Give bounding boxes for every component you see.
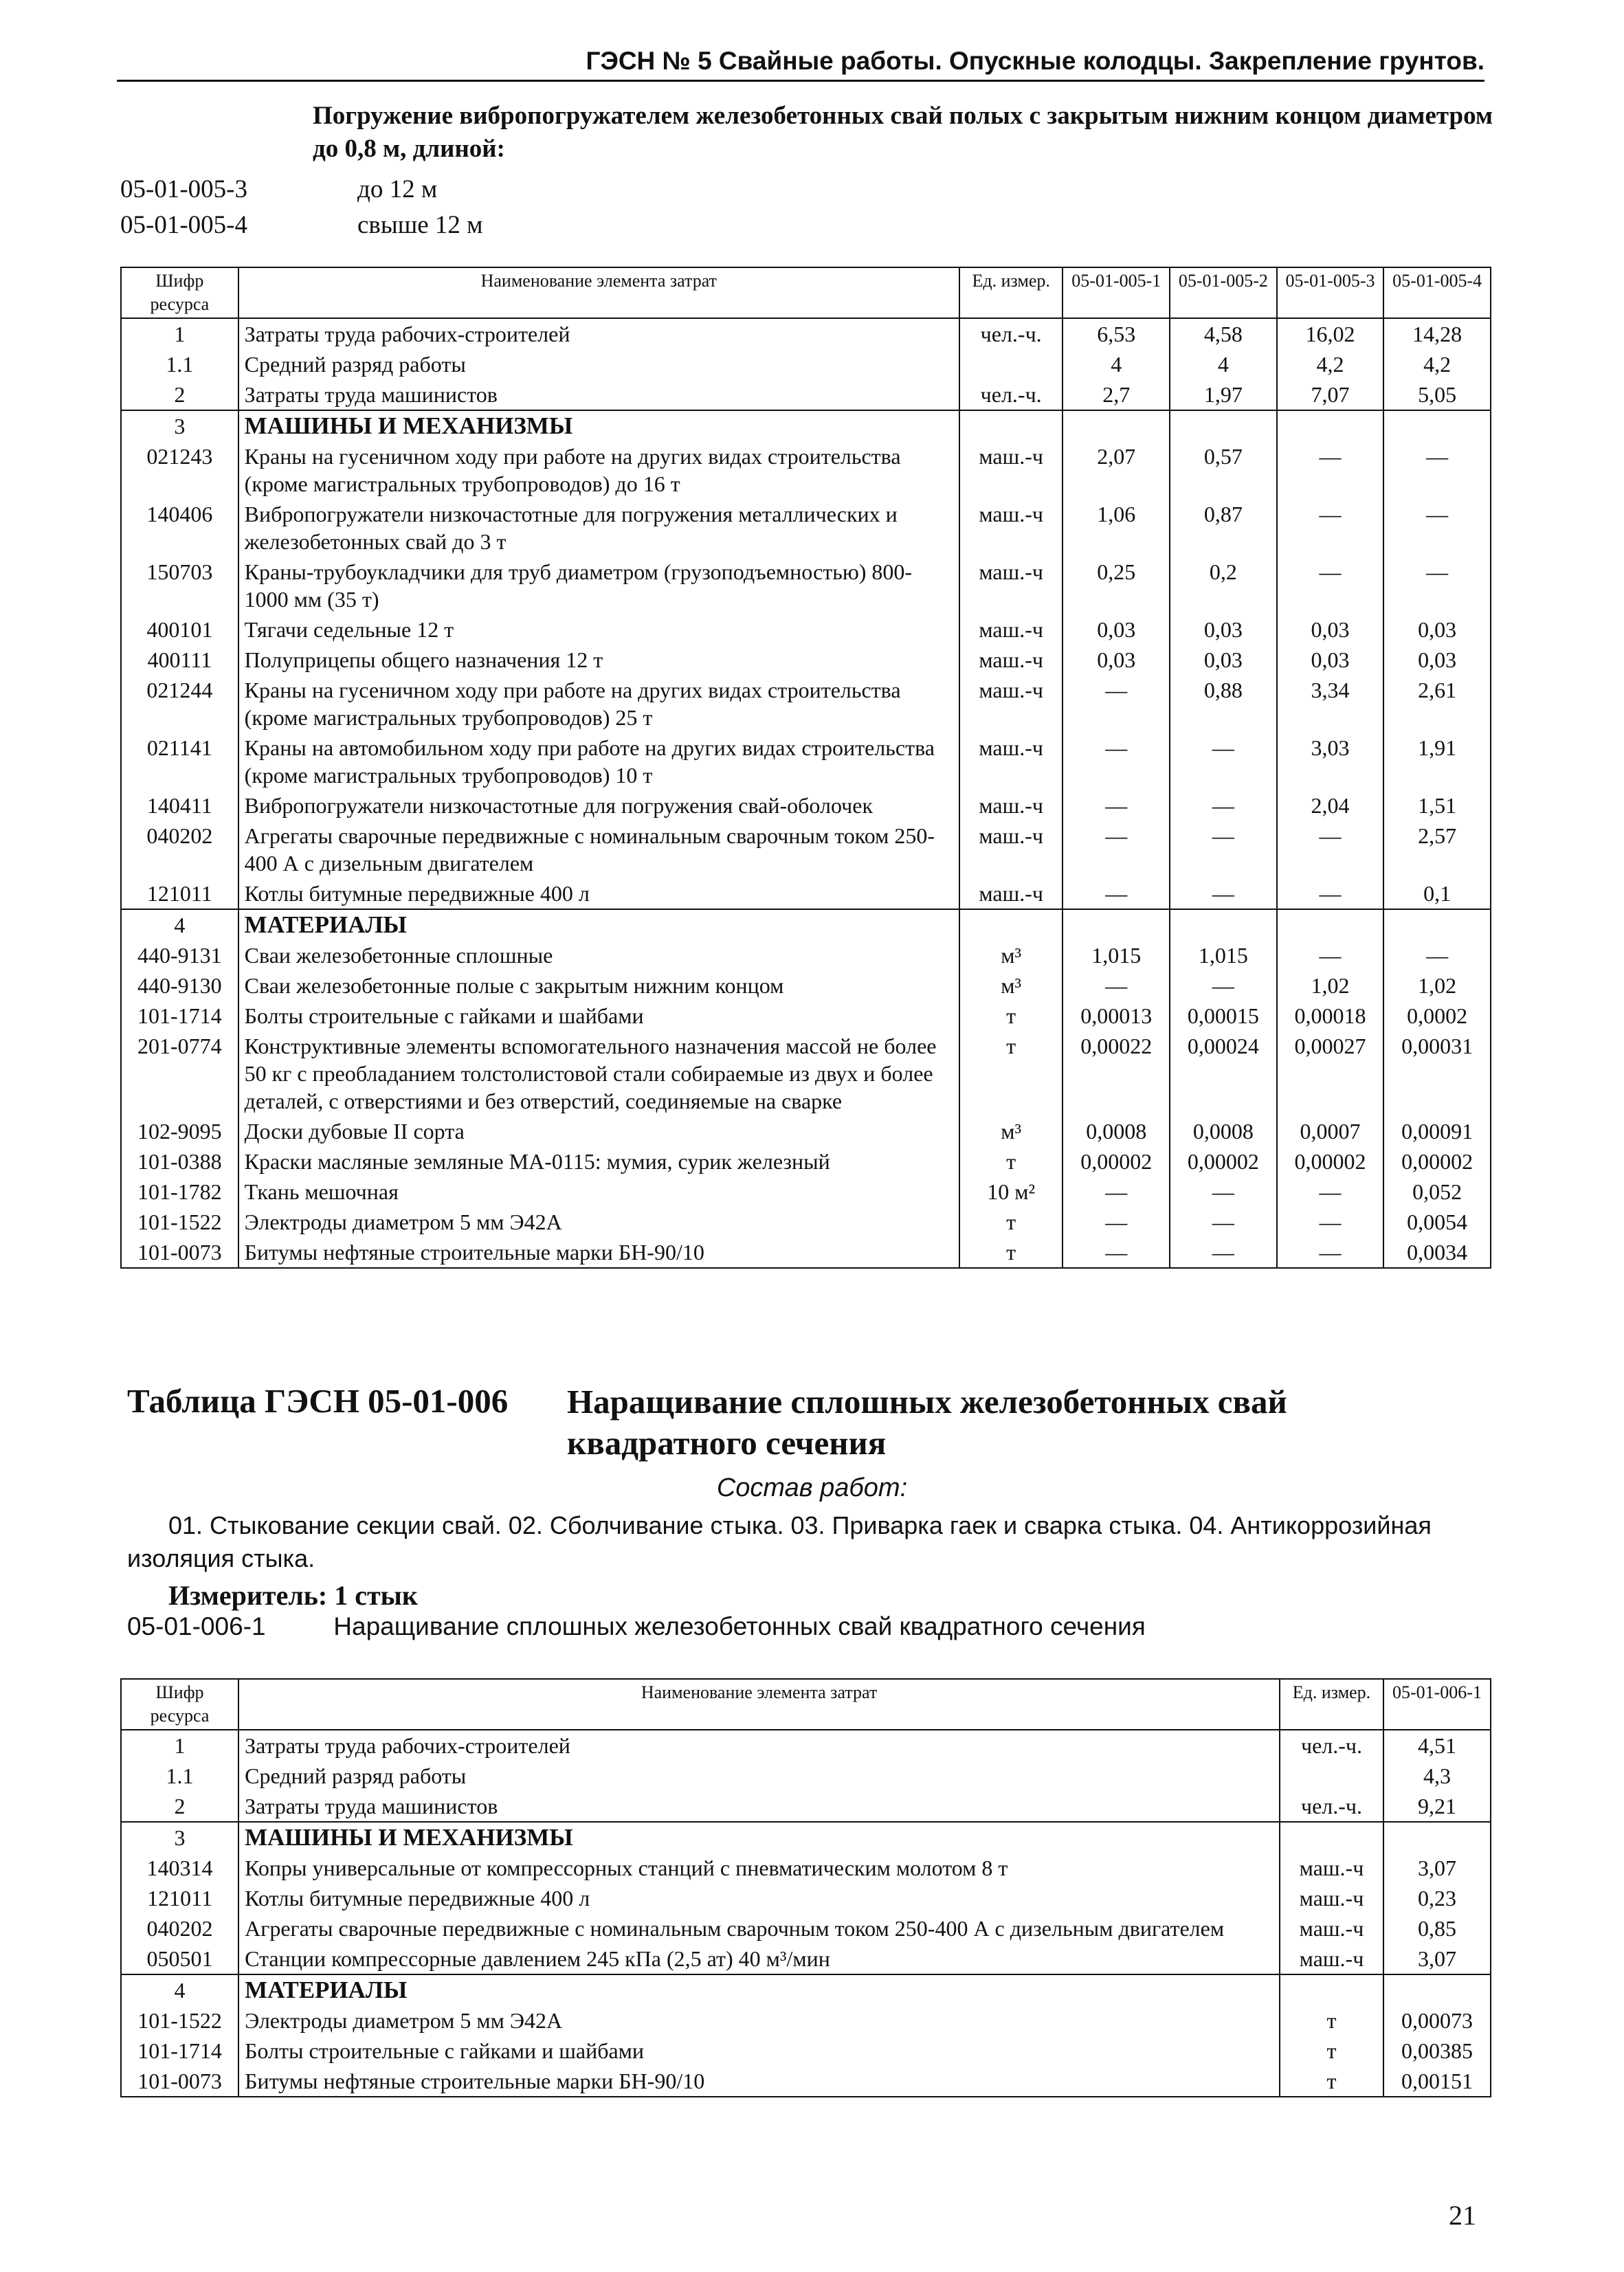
cell-code: 3 xyxy=(121,410,238,441)
cell-value: — xyxy=(1170,1237,1277,1268)
table-row xyxy=(121,318,1491,349)
cell-unit xyxy=(1280,1822,1383,1853)
cell-value: 2,7 xyxy=(1063,379,1170,410)
running-title: ГЭСН № 5 Свайные работы. Опускные колодцы. Закрепление грунтов. xyxy=(117,47,1484,82)
cell-value: 14,28 xyxy=(1383,318,1491,349)
cell-value: — xyxy=(1170,821,1277,878)
cell-code: 150703 xyxy=(121,557,238,614)
table-row xyxy=(121,499,1491,557)
cell-name: Затраты труда машинистов xyxy=(238,379,959,410)
cell-value: 3,34 xyxy=(1277,675,1384,733)
table-body xyxy=(121,318,1491,1268)
header-unit: Ед. измер. xyxy=(1280,1679,1383,1730)
cell-code: 4 xyxy=(121,1974,238,2005)
header-col: 05-01-005-4 xyxy=(1383,267,1491,318)
cell-unit: чел.-ч. xyxy=(959,379,1063,410)
cell-name: Сваи железобетонные сплошные xyxy=(238,940,959,970)
table-row xyxy=(121,970,1491,1001)
cell-code: 101-0388 xyxy=(121,1146,238,1177)
table-row xyxy=(121,645,1491,675)
cell-value: 0,00024 xyxy=(1170,1031,1277,1116)
cell-unit: чел.-ч. xyxy=(1280,1730,1383,1761)
cell-value: 0,03 xyxy=(1063,614,1170,645)
table-row xyxy=(121,1853,1491,1883)
cell-unit: т xyxy=(1280,2005,1383,2036)
cell-value: 0,03 xyxy=(1170,645,1277,675)
cell-value: — xyxy=(1277,441,1384,499)
cell-code: 050501 xyxy=(121,1944,238,1974)
cell-value: 2,57 xyxy=(1383,821,1491,878)
cell-name: Электроды диаметром 5 мм Э42А xyxy=(238,2005,1280,2036)
cell-code: 1.1 xyxy=(121,349,238,379)
cell-unit xyxy=(1280,1761,1383,1791)
cell-name: Вибропогружатели низкочастотные для погружения свай-оболочек xyxy=(238,790,959,821)
cell-name: Агрегаты сварочные передвижные с номинальным сварочным током 250-400 А с дизельным двигателем xyxy=(238,821,959,878)
cell-value: 0,03 xyxy=(1063,645,1170,675)
cell-value: 0,00015 xyxy=(1170,1001,1277,1031)
cell-name: Котлы битумные передвижные 400 л xyxy=(238,878,959,909)
cell-value: 0,00151 xyxy=(1383,2066,1491,2097)
cell-value: 4 xyxy=(1170,349,1277,379)
cell-unit: маш.-ч xyxy=(1280,1853,1383,1883)
cell-code: 201-0774 xyxy=(121,1031,238,1116)
cell-code: 140314 xyxy=(121,1853,238,1883)
cell-name: Краны-трубоукладчики для труб диаметром (грузоподъемностью) 800-1000 мм (35 т) xyxy=(238,557,959,614)
cell-unit: маш.-ч xyxy=(959,790,1063,821)
variant-row xyxy=(120,172,483,208)
cell-value: 0,052 xyxy=(1383,1177,1491,1207)
cell-value: — xyxy=(1277,1177,1384,1207)
cell-code: 121011 xyxy=(121,878,238,909)
table-row xyxy=(121,1761,1491,1791)
cell-value: 0,0008 xyxy=(1170,1116,1277,1146)
cell-value: 3,07 xyxy=(1383,1944,1491,1974)
cell-code: 140406 xyxy=(121,499,238,557)
cell-name: Доски дубовые II сорта xyxy=(238,1116,959,1146)
table-code: Таблица ГЭСН 05-01-006 xyxy=(127,1382,509,1420)
cell-name: МАТЕРИАЛЫ xyxy=(238,909,959,940)
cell-unit: маш.-ч xyxy=(959,733,1063,790)
cell-name: Затраты труда машинистов xyxy=(238,1791,1280,1822)
header-code: Шифр ресурса xyxy=(121,267,238,318)
cell-name: Краны на гусеничном ходу при работе на других видах строительства (кроме магистральных трубопроводов) до 16 т xyxy=(238,441,959,499)
cell-value: 0,25 xyxy=(1063,557,1170,614)
cell-value: 0,03 xyxy=(1277,645,1384,675)
intro-text: Погружение вибропогружателем железобетонных свай полых с закрытым нижним концом диаметром до 0,8 м, длиной: xyxy=(313,102,1493,163)
cell-value: 2,61 xyxy=(1383,675,1491,733)
cell-value: 0,03 xyxy=(1170,614,1277,645)
cell-unit: маш.-ч xyxy=(959,821,1063,878)
cell-unit: т xyxy=(1280,2036,1383,2066)
cell-name: Краски масляные земляные МА-0115: мумия, сурик железный xyxy=(238,1146,959,1177)
table-row xyxy=(121,1177,1491,1207)
cell-value: — xyxy=(1383,940,1491,970)
header-col: 05-01-005-1 xyxy=(1063,267,1170,318)
page-number: 21 xyxy=(1449,2200,1476,2231)
cell-code: 1 xyxy=(121,1730,238,1761)
cell-code: 4 xyxy=(121,909,238,940)
resource-table-005 xyxy=(120,267,1491,1269)
cell-value xyxy=(1383,909,1491,940)
cell-name: Сваи железобетонные полые с закрытым нижним концом xyxy=(238,970,959,1001)
cell-code: 101-1522 xyxy=(121,2005,238,2036)
cell-value: 0,0008 xyxy=(1063,1116,1170,1146)
cell-value: — xyxy=(1170,1177,1277,1207)
cell-value: — xyxy=(1063,878,1170,909)
cell-value: 0,1 xyxy=(1383,878,1491,909)
cell-unit: маш.-ч xyxy=(959,614,1063,645)
cell-name: Полуприцепы общего назначения 12 т xyxy=(238,645,959,675)
cell-name: Вибропогружатели низкочастотные для погружения металлических и железобетонных свай до 3 т xyxy=(238,499,959,557)
cell-value: — xyxy=(1277,878,1384,909)
cell-value: 2,04 xyxy=(1277,790,1384,821)
cell-name: Затраты труда рабочих-строителей xyxy=(238,318,959,349)
cell-value: 0,00022 xyxy=(1063,1031,1170,1116)
meter: Измеритель: 1 стык xyxy=(168,1580,418,1611)
variant-label: свыше 12 м xyxy=(357,211,483,239)
cell-unit: маш.-ч xyxy=(959,441,1063,499)
cell-unit: маш.-ч xyxy=(959,878,1063,909)
cell-value: 0,00002 xyxy=(1383,1146,1491,1177)
cell-code: 101-1782 xyxy=(121,1177,238,1207)
table-row xyxy=(121,2066,1491,2097)
cell-value: 0,03 xyxy=(1383,645,1491,675)
cell-unit: т xyxy=(1280,2066,1383,2097)
cell-value xyxy=(1383,1822,1491,1853)
cell-unit xyxy=(959,349,1063,379)
cell-name: Краны на автомобильном ходу при работе на других видах строительства (кроме магистральных трубопроводов) 10 т xyxy=(238,733,959,790)
table-row xyxy=(121,557,1491,614)
cell-value: — xyxy=(1277,940,1384,970)
table-row xyxy=(121,1730,1491,1761)
cell-name: Затраты труда рабочих-строителей xyxy=(238,1730,1280,1761)
cell-name: МАШИНЫ И МЕХАНИЗМЫ xyxy=(238,410,959,441)
cell-unit: 10 м² xyxy=(959,1177,1063,1207)
cell-code: 101-1714 xyxy=(121,1001,238,1031)
table-row xyxy=(121,379,1491,410)
cell-value: 6,53 xyxy=(1063,318,1170,349)
cell-code: 400101 xyxy=(121,614,238,645)
cell-unit: чел.-ч. xyxy=(959,318,1063,349)
cell-value: — xyxy=(1063,970,1170,1001)
table-body xyxy=(121,1730,1491,2097)
cell-code: 102-9095 xyxy=(121,1116,238,1146)
table-row xyxy=(121,1237,1491,1268)
table-row xyxy=(121,1031,1491,1116)
cell-code: 101-1522 xyxy=(121,1207,238,1237)
cell-value: 0,0007 xyxy=(1277,1116,1384,1146)
cell-value: 0,0034 xyxy=(1383,1237,1491,1268)
cell-value: 4,51 xyxy=(1383,1730,1491,1761)
cell-unit xyxy=(959,909,1063,940)
cell-code: 1.1 xyxy=(121,1761,238,1791)
cell-value: 1,97 xyxy=(1170,379,1277,410)
cell-code: 040202 xyxy=(121,1913,238,1944)
cell-code: 040202 xyxy=(121,821,238,878)
cell-unit: маш.-ч xyxy=(959,645,1063,675)
cell-code: 140411 xyxy=(121,790,238,821)
cell-unit: т xyxy=(959,1031,1063,1116)
table-row xyxy=(121,1913,1491,1944)
cell-value: — xyxy=(1277,557,1384,614)
cell-name: Краны на гусеничном ходу при работе на других видах строительства (кроме магистральных трубопроводов) 25 т xyxy=(238,675,959,733)
table-row xyxy=(121,1883,1491,1913)
cell-unit: м³ xyxy=(959,1116,1063,1146)
cell-name: Средний разряд работы xyxy=(238,1761,1280,1791)
table-row xyxy=(121,940,1491,970)
cell-code: 101-0073 xyxy=(121,2066,238,2097)
cell-unit: т xyxy=(959,1207,1063,1237)
cell-value: 4,2 xyxy=(1277,349,1384,379)
cell-value: — xyxy=(1063,675,1170,733)
cell-code: 1 xyxy=(121,318,238,349)
cell-name: Котлы битумные передвижные 400 л xyxy=(238,1883,1280,1913)
header-col: 05-01-005-2 xyxy=(1170,267,1277,318)
cell-value: 1,015 xyxy=(1063,940,1170,970)
cell-code: 400111 xyxy=(121,645,238,675)
cell-value: — xyxy=(1063,1207,1170,1237)
cell-unit: т xyxy=(959,1146,1063,1177)
cell-name: МАШИНЫ И МЕХАНИЗМЫ xyxy=(238,1822,1280,1853)
cell-unit xyxy=(1280,1974,1383,2005)
cell-value xyxy=(1383,1974,1491,2005)
table-row xyxy=(121,1944,1491,1974)
cell-value: — xyxy=(1170,1207,1277,1237)
cell-value: 16,02 xyxy=(1277,318,1384,349)
composition-label: Состав работ: xyxy=(716,1473,908,1502)
cell-unit: м³ xyxy=(959,940,1063,970)
cell-unit: м³ xyxy=(959,970,1063,1001)
header-col: 05-01-005-3 xyxy=(1277,267,1384,318)
cell-value: 0,2 xyxy=(1170,557,1277,614)
table-row xyxy=(121,1791,1491,1822)
cell-code: 3 xyxy=(121,1822,238,1853)
cell-value: 1,91 xyxy=(1383,733,1491,790)
cell-name: Электроды диаметром 5 мм Э42А xyxy=(238,1207,959,1237)
table-row xyxy=(121,2005,1491,2036)
cell-value: — xyxy=(1383,441,1491,499)
cell-value: — xyxy=(1277,1237,1384,1268)
cell-value: 1,02 xyxy=(1277,970,1384,1001)
table-row xyxy=(121,909,1491,940)
cell-value: 9,21 xyxy=(1383,1791,1491,1822)
cell-value: 0,0054 xyxy=(1383,1207,1491,1237)
composition-text: 01. Стыкование секции свай. 02. Сболчивание стыка. 03. Приварка гаек и сварка стыка. 04. Антикоррозийная изоляция стыка. xyxy=(127,1511,1432,1572)
cell-code: 021141 xyxy=(121,733,238,790)
cell-unit: маш.-ч xyxy=(959,499,1063,557)
cell-code: 2 xyxy=(121,1791,238,1822)
table-title xyxy=(127,1381,1287,1462)
cell-value: 0,23 xyxy=(1383,1883,1491,1913)
variant-label: до 12 м xyxy=(357,175,438,203)
cell-value: 4 xyxy=(1063,349,1170,379)
cell-value: 4,3 xyxy=(1383,1761,1491,1791)
table-row xyxy=(121,675,1491,733)
subsection xyxy=(127,1612,1146,1641)
cell-value: 0,00002 xyxy=(1170,1146,1277,1177)
table-row xyxy=(121,1822,1491,1853)
cell-value xyxy=(1277,410,1384,441)
cell-name: МАТЕРИАЛЫ xyxy=(238,1974,1280,2005)
cell-unit: маш.-ч xyxy=(1280,1913,1383,1944)
cell-value: — xyxy=(1063,790,1170,821)
table-row xyxy=(121,821,1491,878)
cell-code: 021243 xyxy=(121,441,238,499)
cell-value xyxy=(1277,909,1384,940)
cell-value: 0,85 xyxy=(1383,1913,1491,1944)
variant-list xyxy=(120,172,483,243)
table-row xyxy=(121,1146,1491,1177)
cell-value xyxy=(1063,909,1170,940)
cell-value: — xyxy=(1277,1207,1384,1237)
cell-value: — xyxy=(1063,1177,1170,1207)
cell-unit: т xyxy=(959,1237,1063,1268)
cell-value: 0,57 xyxy=(1170,441,1277,499)
header-unit: Ед. измер. xyxy=(959,267,1063,318)
cell-name: Болты строительные с гайками и шайбами xyxy=(238,2036,1280,2066)
table-row xyxy=(121,1116,1491,1146)
cell-value: 0,03 xyxy=(1277,614,1384,645)
cell-value xyxy=(1170,410,1277,441)
cell-name: Болты строительные с гайками и шайбами xyxy=(238,1001,959,1031)
table-row xyxy=(121,2036,1491,2066)
cell-name: Тягачи седельные 12 т xyxy=(238,614,959,645)
cell-value: 4,2 xyxy=(1383,349,1491,379)
table-row xyxy=(121,441,1491,499)
cell-code: 121011 xyxy=(121,1883,238,1913)
table-row xyxy=(121,878,1491,909)
cell-value: 1,02 xyxy=(1383,970,1491,1001)
cell-unit: маш.-ч xyxy=(1280,1944,1383,1974)
table-row xyxy=(121,790,1491,821)
cell-name: Битумы нефтяные строительные марки БН-90/10 xyxy=(238,2066,1280,2097)
cell-value: 0,00091 xyxy=(1383,1116,1491,1146)
variant-code: 05-01-005-4 xyxy=(120,211,247,239)
cell-value: 0,00013 xyxy=(1063,1001,1170,1031)
cell-unit: маш.-ч xyxy=(959,675,1063,733)
cell-value: 3,07 xyxy=(1383,1853,1491,1883)
cell-value: 5,05 xyxy=(1383,379,1491,410)
cell-value: 0,03 xyxy=(1383,614,1491,645)
cell-value: 3,03 xyxy=(1277,733,1384,790)
table-row xyxy=(121,349,1491,379)
resource-table-006 xyxy=(120,1678,1491,2097)
cell-code: 2 xyxy=(121,379,238,410)
table-header-row xyxy=(121,1679,1491,1730)
cell-value: 0,00002 xyxy=(1277,1146,1384,1177)
cell-value: 0,00073 xyxy=(1383,2005,1491,2036)
cell-value: 0,00002 xyxy=(1063,1146,1170,1177)
cell-value: 0,00018 xyxy=(1277,1001,1384,1031)
table-row xyxy=(121,410,1491,441)
table-name: Наращивание сплошных железобетонных свай квадратного сечения xyxy=(567,1383,1287,1462)
cell-name: Конструктивные элементы вспомогательного назначения массой не более 50 кг с преобладанием толстолистовой стали собираемые из двух и более деталей, с отверстиями и без отверстий, соединяемые на сварке xyxy=(238,1031,959,1116)
cell-value: — xyxy=(1170,970,1277,1001)
header-code: Шифр ресурса xyxy=(121,1679,238,1730)
cell-value: 1,015 xyxy=(1170,940,1277,970)
cell-code: 101-0073 xyxy=(121,1237,238,1268)
cell-value: 0,87 xyxy=(1170,499,1277,557)
cell-value: 1,06 xyxy=(1063,499,1170,557)
table-row xyxy=(121,1974,1491,2005)
subsection-name: Наращивание сплошных железобетонных свай квадратного сечения xyxy=(333,1612,1146,1640)
header-name: Наименование элемента затрат xyxy=(238,1679,1280,1730)
cell-value: — xyxy=(1063,821,1170,878)
cell-name: Ткань мешочная xyxy=(238,1177,959,1207)
subsection-code: 05-01-006-1 xyxy=(127,1612,266,1640)
table-row xyxy=(121,1001,1491,1031)
cell-value: — xyxy=(1277,499,1384,557)
cell-unit: маш.-ч xyxy=(959,557,1063,614)
cell-value: 0,0002 xyxy=(1383,1001,1491,1031)
table-header-row xyxy=(121,267,1491,318)
cell-code: 440-9131 xyxy=(121,940,238,970)
cell-value: — xyxy=(1170,878,1277,909)
cell-value: 0,00027 xyxy=(1277,1031,1384,1116)
cell-name: Станции компрессорные давлением 245 кПа (2,5 ат) 40 м³/мин xyxy=(238,1944,1280,1974)
cell-code: 440-9130 xyxy=(121,970,238,1001)
table-row xyxy=(121,614,1491,645)
cell-code: 021244 xyxy=(121,675,238,733)
cell-unit xyxy=(959,410,1063,441)
cell-unit: чел.-ч. xyxy=(1280,1791,1383,1822)
cell-value: 1,51 xyxy=(1383,790,1491,821)
header-col: 05-01-006-1 xyxy=(1383,1679,1491,1730)
cell-value: — xyxy=(1170,733,1277,790)
cell-value xyxy=(1383,410,1491,441)
cell-unit: т xyxy=(959,1001,1063,1031)
cell-value: — xyxy=(1063,1237,1170,1268)
cell-value: 2,07 xyxy=(1063,441,1170,499)
cell-value: — xyxy=(1170,790,1277,821)
cell-name: Копры универсальные от компрессорных станций с пневматическим молотом 8 т xyxy=(238,1853,1280,1883)
variant-code: 05-01-005-3 xyxy=(120,175,247,203)
cell-value xyxy=(1170,909,1277,940)
variant-row xyxy=(120,208,483,243)
cell-code: 101-1714 xyxy=(121,2036,238,2066)
cell-unit: маш.-ч xyxy=(1280,1883,1383,1913)
cell-value: 0,00385 xyxy=(1383,2036,1491,2066)
cell-value: — xyxy=(1383,499,1491,557)
cell-value xyxy=(1063,410,1170,441)
cell-name: Средний разряд работы xyxy=(238,349,959,379)
cell-value: — xyxy=(1277,821,1384,878)
cell-value: 7,07 xyxy=(1277,379,1384,410)
cell-value: — xyxy=(1063,733,1170,790)
cell-value: — xyxy=(1383,557,1491,614)
table-row xyxy=(121,1207,1491,1237)
cell-name: Агрегаты сварочные передвижные с номинальным сварочным током 250-400 А с дизельным двигателем xyxy=(238,1913,1280,1944)
cell-name: Битумы нефтяные строительные марки БН-90/10 xyxy=(238,1237,959,1268)
cell-value: 4,58 xyxy=(1170,318,1277,349)
cell-value: 0,88 xyxy=(1170,675,1277,733)
cell-value: 0,00031 xyxy=(1383,1031,1491,1116)
table-row xyxy=(121,733,1491,790)
header-name: Наименование элемента затрат xyxy=(238,267,959,318)
